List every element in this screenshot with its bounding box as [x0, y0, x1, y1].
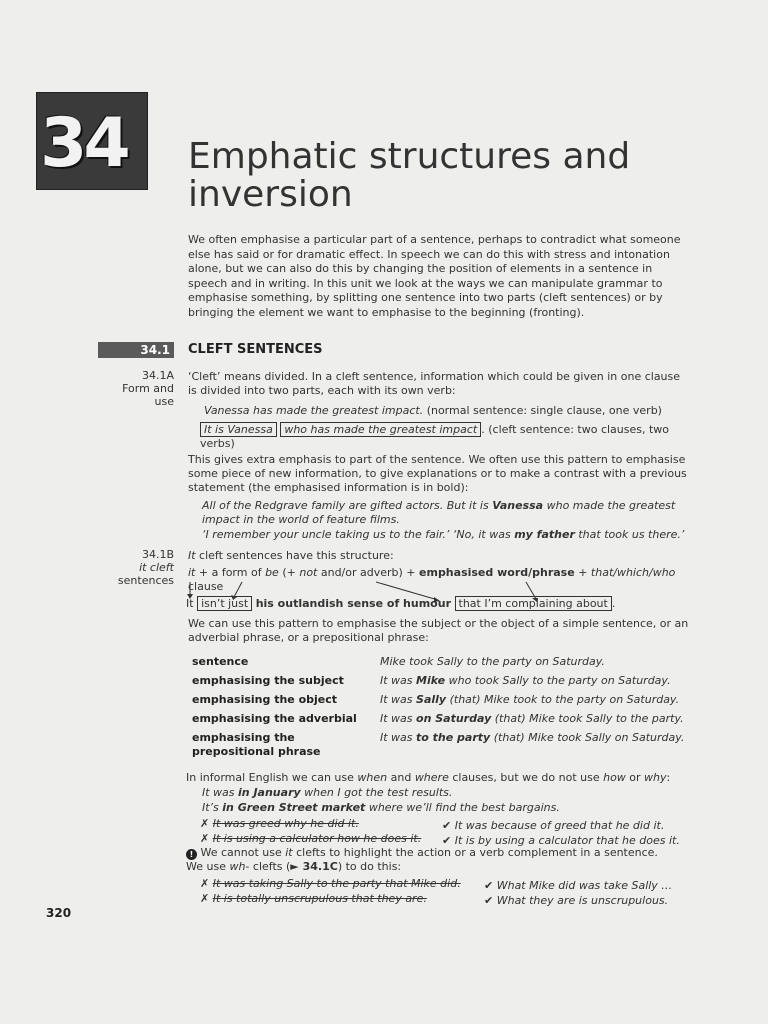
row-example — [380, 712, 684, 731]
arrow-icon: ► — [290, 860, 299, 873]
correct-example: It is by using a calculator that he does it. — [454, 834, 680, 847]
text: clauses, but we do not use — [448, 771, 604, 784]
b-paragraph-2: We can use this pattern to emphasise the subject or the object of a simple sentence, or an adverbial phrase, or a prepositional phrase: — [188, 617, 689, 644]
unit-number: 34 — [40, 104, 127, 183]
a-example-1 — [204, 404, 694, 418]
example-it: It — [186, 597, 194, 610]
text-italic: it — [285, 846, 293, 859]
emphasis-table — [192, 655, 692, 759]
example-note: (normal sentence: single clause, one verb) — [426, 404, 662, 417]
emphasised-phrase: his outlandish sense of humour — [255, 597, 451, 610]
row-example — [380, 674, 684, 693]
example-bold: in January — [238, 786, 301, 799]
text: . — [611, 597, 616, 610]
row-label: emphasising the object — [192, 693, 338, 706]
a-paragraph-1: ‘Cleft’ means divided. In a cleft sentence, information which could be given in one clause is divided into two parts, each with its own verb: — [188, 370, 681, 397]
b-example-it — [186, 597, 706, 611]
example-text: It was — [380, 712, 417, 725]
b-paragraph-3 — [186, 771, 696, 785]
b-note-2 — [186, 860, 696, 874]
b-example-6 — [202, 801, 692, 815]
text-italic: why — [644, 771, 667, 784]
example-bold: Vanessa — [492, 499, 544, 512]
formula-text: + — [574, 566, 591, 579]
right-example-4 — [484, 894, 668, 908]
section-title: CLEFT SENTENCES — [188, 342, 323, 357]
correct-example: What they are is unscrupulous. — [496, 894, 669, 907]
text: We cannot use — [200, 846, 286, 859]
example-text: (that) Mike took to the party on Saturday. — [446, 693, 680, 706]
text-italic: wh- — [229, 860, 250, 873]
row-example — [380, 655, 684, 674]
struck-example: It was taking Sally to the party that Mike did. — [212, 877, 461, 890]
text: clefts ( — [249, 860, 291, 873]
cross-icon: ✗ — [200, 892, 210, 905]
formula-emph: emphasised word/phrase — [419, 566, 575, 579]
wrong-example-1 — [200, 817, 359, 831]
ref-sub: it cleft — [139, 561, 174, 574]
tick-icon: ✔ — [484, 894, 494, 907]
table-row — [192, 693, 684, 712]
row-label: emphasising the adverbial — [192, 712, 357, 725]
example-text: ‘I remember your uncle taking us to the fair.’ ‘No, it was — [202, 528, 515, 541]
formula-be: be — [265, 566, 279, 579]
right-example-1 — [442, 819, 664, 833]
example-text: who took Sally to the party on Saturday. — [445, 674, 671, 687]
example-text: impact in the world of feature films. — [202, 513, 400, 526]
a-paragraph-2: This gives extra emphasis to part of the sentence. We often use this pattern to emphasise some piece of new information, to give explanations or to make a contrast with a previous statement (the emphasised information is in bold): — [188, 453, 687, 494]
text: We use — [186, 860, 230, 873]
text: clefts to highlight the action or a verb complement in a sentence. — [292, 846, 658, 859]
wrong-example-4 — [200, 892, 427, 906]
text: or — [625, 771, 645, 784]
formula-text: + a form of — [195, 566, 266, 579]
side-ref-a — [100, 369, 174, 408]
tick-icon: ✔ — [484, 879, 494, 892]
struck-example: It is using a calculator how he does it. — [212, 832, 422, 845]
example-text: It was — [380, 674, 417, 687]
wrong-example-2 — [200, 832, 421, 846]
section-number-badge: 34.1 — [98, 342, 174, 358]
row-label: emphasising the subject — [192, 674, 344, 687]
formula-rel: that/which/who — [590, 566, 676, 579]
ref-sub: Form and — [122, 382, 174, 395]
struck-example: It was greed why he did it. — [212, 817, 359, 830]
warning-icon: ! — [186, 849, 197, 860]
row-example — [380, 693, 684, 712]
intro-paragraph: We often emphasise a particular part of a sentence, perhaps to contradict what someone else has said or for dramatic effect. In speech we can do this with stress and intonation alone, but we can also do this by changing the position of elements in a sentence in speech and in writing. In this unit we look at the ways we can manipulate grammar to emphasise something, by splitting one sentence into two parts (cleft sentences) or by bringing the element we want to emphasise to the beginning (fronting). — [188, 233, 681, 319]
example-text: Vanessa has made the greatest impact. — [204, 404, 424, 417]
example-bold: Sally — [416, 693, 447, 706]
example-bold: my father — [514, 528, 575, 541]
text: : — [666, 771, 671, 784]
table-row — [192, 731, 684, 759]
tick-icon: ✔ — [442, 819, 452, 832]
row-example — [380, 731, 684, 759]
formula-text: (+ — [278, 566, 300, 579]
formula-not: not — [299, 566, 318, 579]
ref-number: 34.1B — [141, 548, 174, 561]
text-italic: how — [603, 771, 626, 784]
example-text: It’s — [202, 801, 223, 814]
text-italic: when — [357, 771, 388, 784]
cleft-box: isn’t just — [197, 596, 252, 611]
example-bold: to the party — [416, 731, 491, 744]
row-label: sentence — [192, 655, 249, 668]
cleft-box: that I’m complaining about — [455, 596, 612, 611]
example-bold: in Green Street market — [222, 801, 366, 814]
table-row — [192, 655, 684, 674]
b-note-1 — [186, 846, 696, 860]
ref-number: 34.1A — [141, 369, 174, 382]
a-example-4 — [202, 528, 702, 542]
text: and — [387, 771, 415, 784]
ref-sub: use — [154, 395, 174, 408]
example-text: It was — [380, 731, 417, 744]
text: In informal English we can use — [186, 771, 358, 784]
a-example-3 — [202, 499, 692, 527]
it-italic: It — [188, 549, 196, 562]
text-italic: where — [414, 771, 449, 784]
cross-icon: ✗ — [200, 877, 210, 890]
row-label: emphasising the prepositional phrase — [192, 731, 321, 758]
struck-example: It is totally unscrupulous that they are. — [212, 892, 427, 905]
example-text: who made the greatest — [543, 499, 676, 512]
formula-it: it — [188, 566, 196, 579]
cleft-box: who has made the greatest impact — [280, 422, 481, 437]
formula-text: clause — [188, 580, 224, 593]
example-text: when I got the test results. — [300, 786, 453, 799]
table-row — [192, 712, 684, 731]
side-ref-b — [100, 548, 174, 587]
a-example-2 — [200, 423, 694, 451]
table-row — [192, 674, 684, 693]
text: cleft sentences have this structure: — [195, 549, 394, 562]
correct-example: It was because of greed that he did it. — [454, 819, 665, 832]
correct-example: What Mike did was take Sally … — [496, 879, 673, 892]
right-example-3 — [484, 879, 672, 893]
cross-reference: 34.1C — [298, 860, 338, 873]
ref-sub: sentences — [117, 574, 174, 587]
cross-icon: ✗ — [200, 817, 210, 830]
wrong-example-3 — [200, 877, 461, 891]
formula-text: and/or adverb) + — [317, 566, 420, 579]
example-text: (that) Mike took Sally to the party. — [491, 712, 684, 725]
b-example-5 — [202, 786, 692, 800]
example-text: (that) Mike took Sally on Saturday. — [490, 731, 685, 744]
example-text: that took us there.’ — [574, 528, 685, 541]
emphasis-table-grid — [192, 655, 684, 759]
cleft-box: It is Vanessa — [200, 422, 277, 437]
example-text: where we’ll find the best bargains. — [365, 801, 560, 814]
example-bold: on Saturday — [416, 712, 492, 725]
b-paragraph-1 — [188, 549, 688, 563]
example-note: verbs) — [200, 437, 235, 450]
example-text: It was — [380, 693, 417, 706]
cross-icon: ✗ — [200, 832, 210, 845]
page-number: 320 — [46, 906, 72, 920]
example-text: All of the Redgrave family are gifted actors. But it is — [202, 499, 493, 512]
example-note: . (cleft sentence: two clauses, two — [481, 423, 670, 436]
text: ) to do this: — [337, 860, 402, 873]
unit-title: Emphatic structures and inversion — [188, 136, 631, 215]
example-text: Mike took Sally to the party on Saturday. — [380, 655, 605, 668]
tick-icon: ✔ — [442, 834, 452, 847]
example-bold: Mike — [416, 674, 446, 687]
example-text: It was — [202, 786, 239, 799]
